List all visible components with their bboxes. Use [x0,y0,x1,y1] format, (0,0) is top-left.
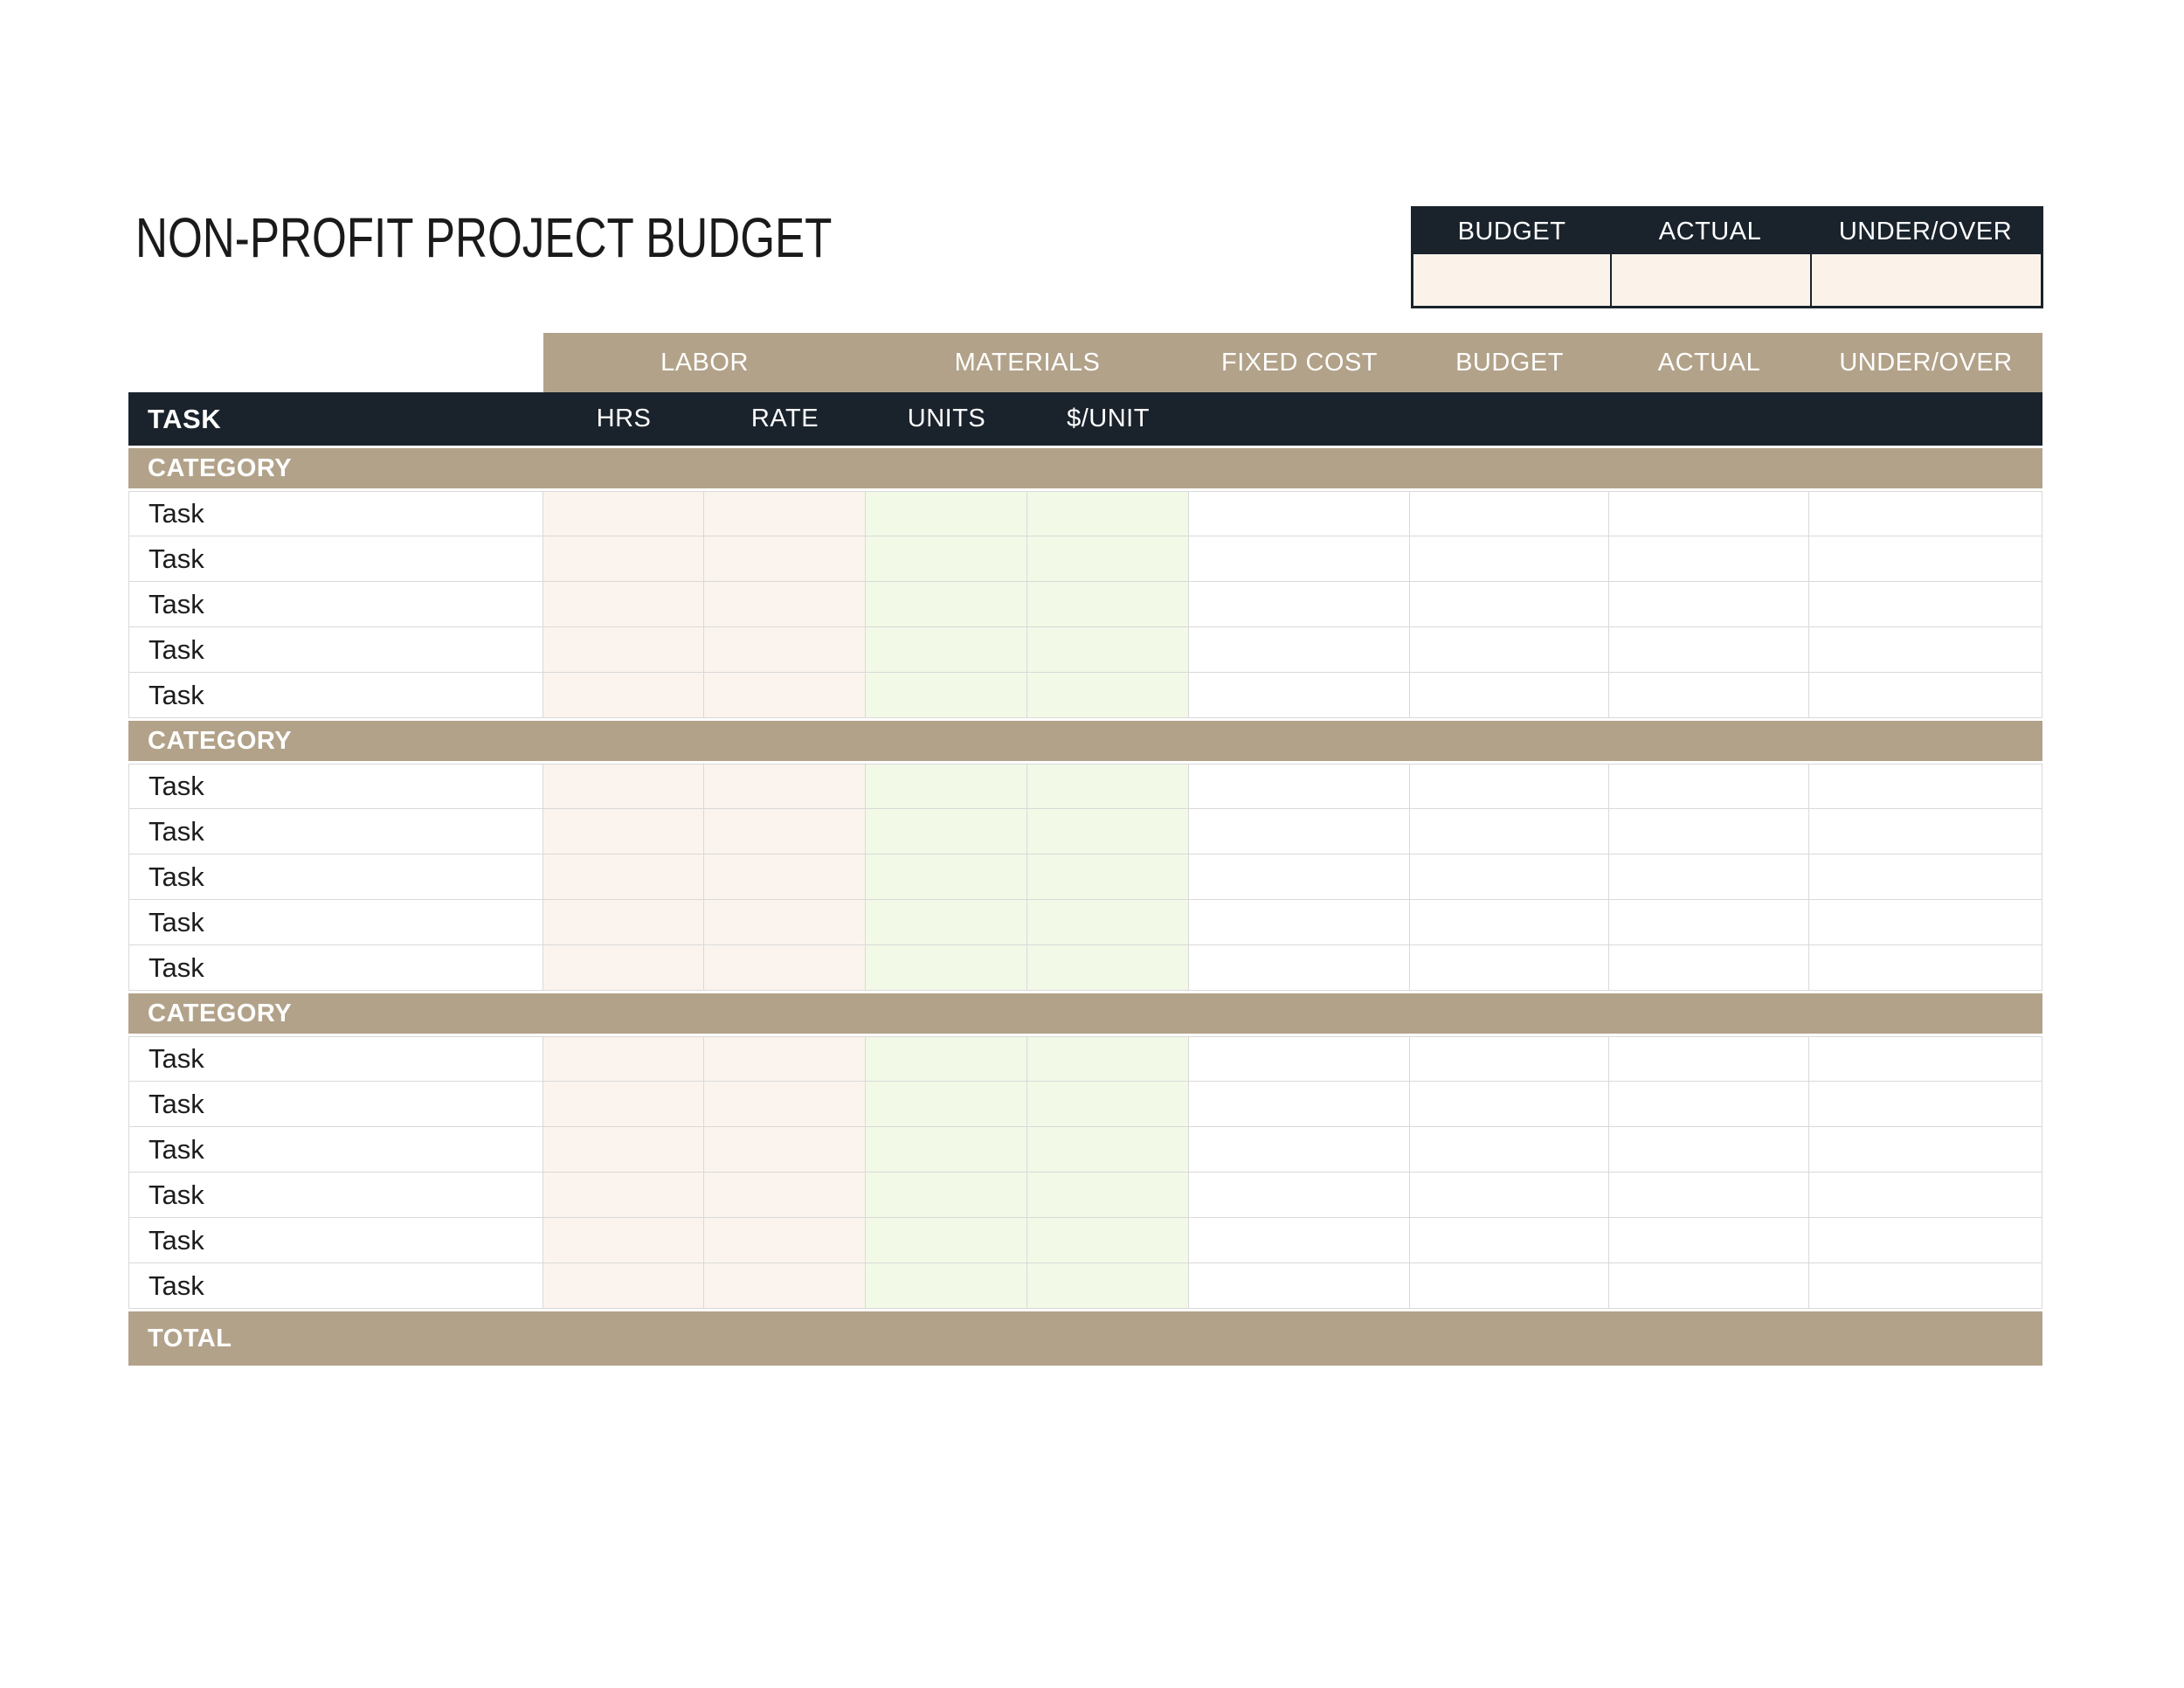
task-row [128,945,2042,991]
fixed-cost-cell[interactable] [1189,945,1410,990]
task-row [128,1036,2042,1082]
task-row [128,673,2042,718]
budget-cell[interactable] [1410,900,1609,944]
hrs-cell[interactable] [543,764,704,808]
under-over-cell[interactable] [1809,945,2042,990]
rate-cell[interactable] [704,1218,866,1263]
task-name-cell[interactable]: Task [128,854,543,899]
summary-header-under-over: UNDER/OVER [1838,217,2013,246]
column-header-fixed-cost-blank [1189,392,1410,446]
column-header-rate: RATE [750,405,819,432]
category-band: CATEGORY [128,448,2042,488]
summary-actual-cell[interactable] [1610,254,1810,306]
budget-cell[interactable] [1410,809,1609,854]
task-row [128,764,2042,809]
hrs-cell[interactable] [543,945,704,990]
actual-cell[interactable] [1609,1218,1809,1263]
hrs-cell[interactable] [543,1263,704,1308]
actual-cell[interactable] [1609,582,1809,626]
fixed-cost-cell[interactable] [1189,1037,1410,1081]
under-over-cell[interactable] [1809,1263,2042,1308]
budget-cell[interactable] [1410,1127,1609,1172]
budget-cell[interactable] [1410,764,1609,808]
task-row [128,1263,2042,1309]
column-header-per-unit: $/UNIT [1067,405,1150,432]
summary-header-actual: ACTUAL [1658,217,1762,246]
units-cell[interactable] [866,1218,1027,1263]
group-header-fixed-cost: FIXED COST [1189,333,1410,392]
hrs-cell[interactable] [543,536,704,581]
group-header-materials: MATERIALS [866,333,1189,392]
under-over-cell[interactable] [1809,673,2042,717]
per-unit-cell[interactable] [1027,764,1189,808]
units-cell[interactable] [866,1263,1027,1308]
under-over-cell[interactable] [1809,582,2042,626]
task-name-cell[interactable]: Task [128,536,543,581]
actual-cell[interactable] [1609,627,1809,672]
units-cell[interactable] [866,627,1027,672]
hrs-cell[interactable] [543,1173,704,1217]
budget-cell[interactable] [1410,1037,1609,1081]
column-header-actual-blank [1609,392,1809,446]
fixed-cost-cell[interactable] [1189,900,1410,944]
rate-cell[interactable] [704,854,866,899]
category-band: CATEGORY [128,993,2042,1034]
under-over-cell[interactable] [1809,809,2042,854]
task-name-cell[interactable]: Task [128,1263,543,1308]
hrs-cell[interactable] [543,627,704,672]
per-unit-cell[interactable] [1027,854,1189,899]
per-unit-cell[interactable] [1027,582,1189,626]
task-row [128,582,2042,627]
rate-cell[interactable] [704,1037,866,1081]
under-over-cell[interactable] [1809,900,2042,944]
column-header-budget-blank [1410,392,1609,446]
fixed-cost-cell[interactable] [1189,582,1410,626]
rate-cell[interactable] [704,536,866,581]
per-unit-cell[interactable] [1027,945,1189,990]
task-row [128,1082,2042,1127]
task-row [128,491,2042,536]
rate-cell[interactable] [704,492,866,536]
task-name-cell[interactable]: Task [128,673,543,717]
task-name-cell[interactable]: Task [128,627,543,672]
hrs-cell[interactable] [543,1082,704,1126]
summary-budget-cell[interactable] [1413,254,1610,306]
units-cell[interactable] [866,536,1027,581]
budget-cell[interactable] [1410,1263,1609,1308]
fixed-cost-cell[interactable] [1189,627,1410,672]
rate-cell[interactable] [704,809,866,854]
task-name-cell[interactable]: Task [128,1037,543,1081]
fixed-cost-cell[interactable] [1189,1127,1410,1172]
column-header-under-over-blank [1809,392,2042,446]
units-cell[interactable] [866,1173,1027,1217]
per-unit-cell[interactable] [1027,1037,1189,1081]
hrs-cell[interactable] [543,809,704,854]
task-name-cell[interactable]: Task [128,1173,543,1217]
task-row [128,1173,2042,1218]
fixed-cost-cell[interactable] [1189,673,1410,717]
actual-cell[interactable] [1609,854,1809,899]
fixed-cost-cell[interactable] [1189,764,1410,808]
hrs-cell[interactable] [543,1037,704,1081]
task-name-cell[interactable]: Task [128,1127,543,1172]
per-unit-cell[interactable] [1027,673,1189,717]
budget-cell[interactable] [1410,582,1609,626]
units-cell[interactable] [866,809,1027,854]
summary-table [1411,206,2043,308]
rate-cell[interactable] [704,1263,866,1308]
fixed-cost-cell[interactable] [1189,1218,1410,1263]
actual-cell[interactable] [1609,945,1809,990]
per-unit-cell[interactable] [1027,1218,1189,1263]
total-band: TOTAL [128,1311,2042,1366]
actual-cell[interactable] [1609,1127,1809,1172]
rate-cell[interactable] [704,764,866,808]
budget-table [128,333,2042,1366]
task-name-cell[interactable]: Task [128,809,543,854]
rate-cell[interactable] [704,900,866,944]
task-row [128,536,2042,582]
budget-cell[interactable] [1410,1218,1609,1263]
budget-cell[interactable] [1410,1082,1609,1126]
task-name-cell[interactable]: Task [128,1082,543,1126]
actual-cell[interactable] [1609,1263,1809,1308]
budget-cell[interactable] [1410,1173,1609,1217]
units-cell[interactable] [866,900,1027,944]
rate-cell[interactable] [704,627,866,672]
actual-cell[interactable] [1609,536,1809,581]
hrs-cell[interactable] [543,854,704,899]
task-name-cell[interactable]: Task [128,1218,543,1263]
units-cell[interactable] [866,673,1027,717]
per-unit-cell[interactable] [1027,492,1189,536]
task-name-cell[interactable]: Task [128,492,543,536]
actual-cell[interactable] [1609,764,1809,808]
per-unit-cell[interactable] [1027,627,1189,672]
units-cell[interactable] [866,945,1027,990]
units-cell[interactable] [866,492,1027,536]
column-header-hrs: HRS [596,405,652,432]
budget-cell[interactable] [1410,492,1609,536]
under-over-cell[interactable] [1809,536,2042,581]
rate-cell[interactable] [704,1127,866,1172]
hrs-cell[interactable] [543,492,704,536]
units-cell[interactable] [866,1037,1027,1081]
actual-cell[interactable] [1609,673,1809,717]
rate-cell[interactable] [704,1082,866,1126]
fixed-cost-cell[interactable] [1189,809,1410,854]
units-cell[interactable] [866,854,1027,899]
fixed-cost-cell[interactable] [1189,1263,1410,1308]
group-header-budget: BUDGET [1410,333,1609,392]
actual-cell[interactable] [1609,809,1809,854]
budget-cell[interactable] [1410,945,1609,990]
actual-cell[interactable] [1609,492,1809,536]
per-unit-cell[interactable] [1027,536,1189,581]
task-name-cell[interactable]: Task [128,582,543,626]
summary-header-budget: BUDGET [1457,217,1566,246]
task-name-cell[interactable]: Task [128,764,543,808]
task-name-cell[interactable]: Task [128,900,543,944]
rate-cell[interactable] [704,1173,866,1217]
task-row [128,900,2042,945]
actual-cell[interactable] [1609,1037,1809,1081]
actual-cell[interactable] [1609,1173,1809,1217]
per-unit-cell[interactable] [1027,900,1189,944]
task-row [128,1218,2042,1263]
fixed-cost-cell[interactable] [1189,492,1410,536]
under-over-cell[interactable] [1809,627,2042,672]
category-band: CATEGORY [128,721,2042,761]
summary-under-over-cell[interactable] [1810,254,2041,306]
hrs-cell[interactable] [543,1218,704,1263]
per-unit-cell[interactable] [1027,1263,1189,1308]
under-over-cell[interactable] [1809,1173,2042,1217]
task-row [128,854,2042,900]
fixed-cost-cell[interactable] [1189,536,1410,581]
fixed-cost-cell[interactable] [1189,1082,1410,1126]
summary-header-row [1413,209,2041,254]
under-over-cell[interactable] [1809,1082,2042,1126]
budget-cell[interactable] [1410,854,1609,899]
fixed-cost-cell[interactable] [1189,1173,1410,1217]
group-header-labor: LABOR [543,333,866,392]
units-cell[interactable] [866,1127,1027,1172]
column-header-row [128,392,2042,446]
hrs-cell[interactable] [543,1127,704,1172]
task-name-cell[interactable]: Task [128,945,543,990]
units-cell[interactable] [866,582,1027,626]
budget-cell[interactable] [1410,627,1609,672]
summary-value-row [1413,254,2041,306]
per-unit-cell[interactable] [1027,1082,1189,1126]
task-row [128,1127,2042,1173]
task-row [128,809,2042,854]
page-title: NON-PROFIT PROJECT BUDGET [135,206,833,269]
actual-cell[interactable] [1609,1082,1809,1126]
group-header-under-over: UNDER/OVER [1809,333,2042,392]
units-cell[interactable] [866,1082,1027,1126]
under-over-cell[interactable] [1809,764,2042,808]
column-header-units: UNITS [907,405,986,432]
hrs-cell[interactable] [543,673,704,717]
under-over-cell[interactable] [1809,492,2042,536]
group-header-actual: ACTUAL [1609,333,1809,392]
per-unit-cell[interactable] [1027,1127,1189,1172]
rate-cell[interactable] [704,582,866,626]
under-over-cell[interactable] [1809,1218,2042,1263]
under-over-cell[interactable] [1809,1127,2042,1172]
rate-cell[interactable] [704,945,866,990]
fixed-cost-cell[interactable] [1189,854,1410,899]
column-header-task: TASK [148,403,222,434]
group-header-row [128,333,2042,392]
per-unit-cell[interactable] [1027,1173,1189,1217]
under-over-cell[interactable] [1809,854,2042,899]
budget-cell[interactable] [1410,536,1609,581]
hrs-cell[interactable] [543,900,704,944]
group-header-spacer [128,333,543,392]
actual-cell[interactable] [1609,900,1809,944]
units-cell[interactable] [866,764,1027,808]
under-over-cell[interactable] [1809,1037,2042,1081]
hrs-cell[interactable] [543,582,704,626]
task-row [128,627,2042,673]
rate-cell[interactable] [704,673,866,717]
per-unit-cell[interactable] [1027,809,1189,854]
budget-cell[interactable] [1410,673,1609,717]
